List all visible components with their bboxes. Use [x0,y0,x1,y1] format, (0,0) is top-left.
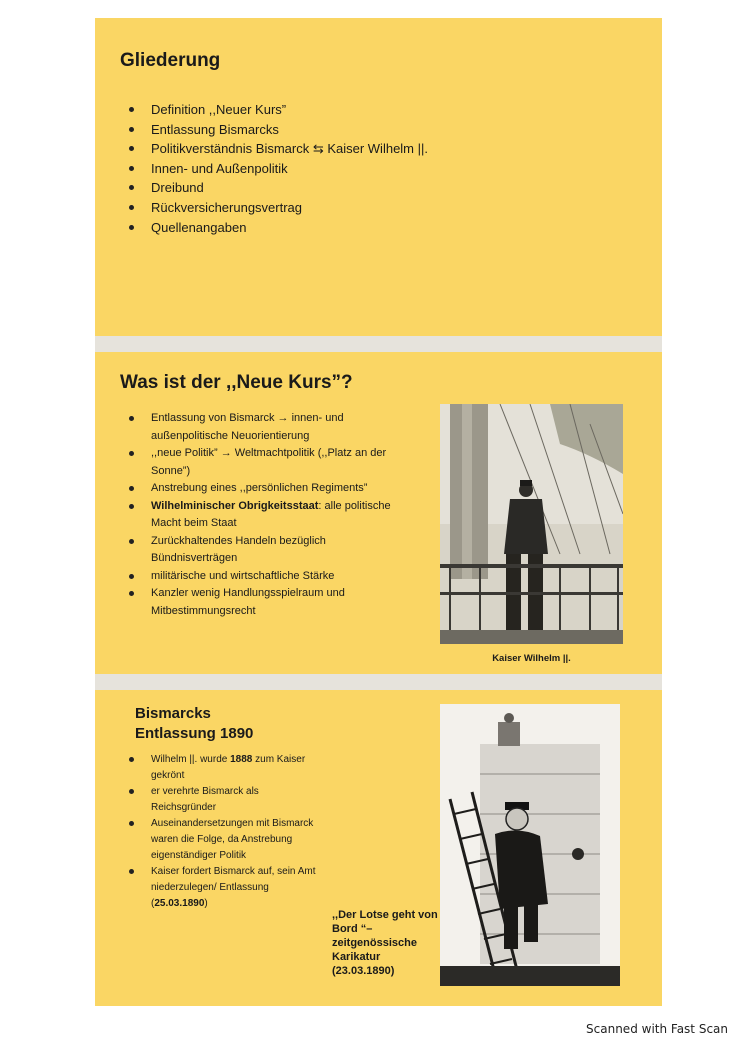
list-item: Entlassung von Bismarck → innen- und außenpolitische Neuorientierung [122,410,412,445]
kaiser-illustration [440,404,623,644]
list-item: Auseinandersetzungen mit Bismarck waren die Folge, da Anstrebung eigenständiger Politik [122,816,322,864]
list-item [122,752,322,784]
slide-title: Bismarcks Entlassung 1890 [135,705,254,742]
list-item-text: Kaiser fordert Bismarck auf, sein Amt niederzulegen/ Entlassung ( [151,866,316,909]
list-item: Politikverständnis Bismarck ⇆ Kaiser Wilhelm ||. [122,139,428,159]
list-item: Rückversicherungsvertrag [122,198,428,218]
list-item: Kanzler wenig Handlungsspielraum und Mitbestimmungsrecht [122,585,412,620]
list-item-text: Wilhelm ||. wurde [151,754,231,765]
slide-gap [95,674,662,690]
cartoon-caption: ,,Der Lotse geht von Bord “– zeitgenössische Karikatur (23.03.1890) [332,909,438,977]
list-item: Anstrebung eines ,,persönlichen Regiments” [122,480,412,498]
list-item: Zurückhaltendes Handeln bezüglich Bündnisverträgen [122,533,412,568]
list-item: Innen- und Außenpolitik [122,159,428,179]
kaiser-photo [440,404,623,644]
cartoon-illustration [440,704,620,986]
list-item [122,498,412,533]
bullet-list [122,752,322,912]
slide-gap [95,336,662,352]
list-item: Entlassung Bismarcks [122,120,428,140]
list-item: militärische und wirtschaftliche Stärke [122,568,412,586]
list-item: Quellenangaben [122,218,428,238]
slide-neuer-kurs [95,352,662,674]
bold-term: Wilhelminischer Obrigkeitsstaat [151,499,319,512]
bold-term: 1888 [230,754,253,765]
bullet-list [122,410,412,620]
list-item: er verehrte Bismarck als Reichsgründer [122,784,322,816]
cartoon-image [440,704,620,986]
list-item-text: : alle politische Macht beim Staat [151,499,391,529]
list-item: Dreibund [122,178,428,198]
list-item [122,864,322,912]
list-item: ,,neue Politik” → Weltmachtpolitik (,,Platz an der Sonne”) [122,445,412,480]
slide-outline [95,18,662,336]
bold-term: 25.03.1890 [154,898,205,909]
slide-title: Gliederung [120,50,221,71]
list-item-text: zum Kaiser gekrönt [151,754,306,781]
list-item-text: ) [204,898,208,909]
slide-bismarck-entlassung [95,690,662,1006]
outline-list [122,100,428,237]
slide-title: Was ist der ,,Neue Kurs”? [120,372,353,393]
photo-caption: Kaiser Wilhelm ||. [492,653,571,664]
list-item: Definition ,,Neuer Kurs” [122,100,428,120]
scan-footer: Scanned with Fast Scan [586,1022,728,1036]
